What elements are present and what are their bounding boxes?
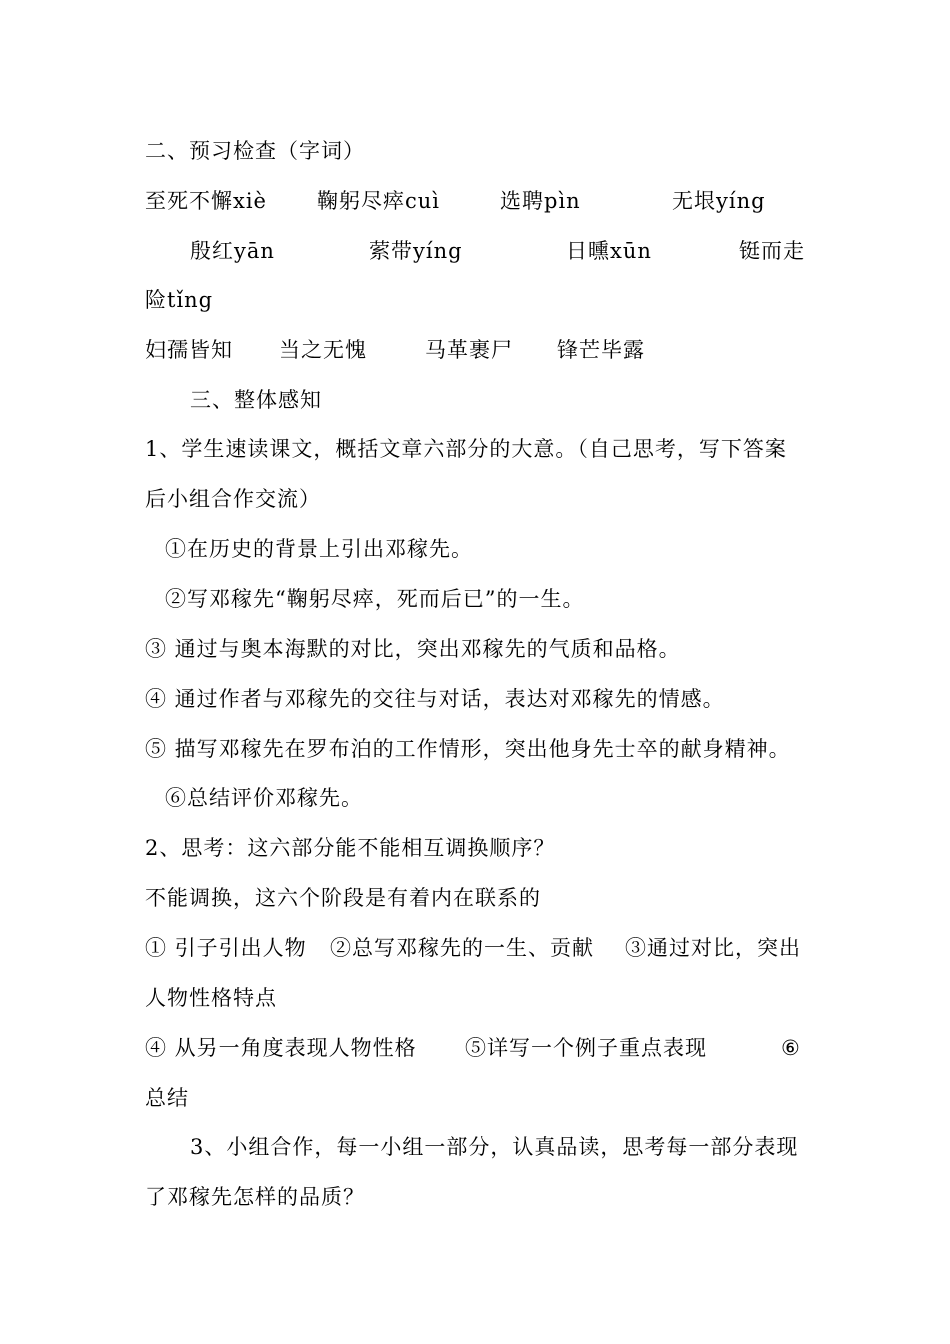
- vocab-item: 萦带yíng: [369, 239, 463, 263]
- vocab-item: 无垠yíng: [672, 189, 766, 213]
- part-summary: ②写邓稼先“鞠躬尽瘁，死而后已”的一生。: [165, 587, 585, 611]
- vocab-item: 铤而走: [739, 239, 805, 263]
- idiom-item: 锋芒毕露: [557, 338, 645, 362]
- part-summary: ⑥总结评价邓稼先。: [165, 786, 363, 810]
- order-item: ⑤详写一个例子重点表现: [465, 1036, 707, 1060]
- order-row-1: [145, 933, 810, 963]
- part-summary: ③ 通过与奥本海默的对比，突出邓稼先的气质和品格。: [145, 637, 681, 661]
- section-heading-preview: 二、预习检查（字词）: [145, 139, 365, 163]
- order-item: ④ 从另一角度表现人物性格: [145, 1036, 417, 1060]
- idiom-item: 马革裹尸: [425, 338, 513, 362]
- question-2-answer: 不能调换，这六个阶段是有着内在联系的: [145, 886, 541, 910]
- vocab-row-2: [145, 236, 810, 266]
- order-row-2-continued: 总结: [145, 1086, 189, 1110]
- question-1-line-1: 1、学生速读课文，概括文章六部分的大意。（自己思考，写下答案: [145, 437, 787, 461]
- question-3-line-2: 了邓稼先怎样的品质？: [145, 1185, 365, 1209]
- section-heading-overview: 三、整体感知: [190, 388, 322, 412]
- order-row-1-continued: 人物性格特点: [145, 986, 277, 1010]
- vocab-item: 选聘pìn: [500, 189, 581, 213]
- vocab-item: 日曛xūn: [566, 239, 652, 263]
- part-summary: ④ 通过作者与邓稼先的交往与对话，表达对邓稼先的情感。: [145, 687, 725, 711]
- vocab-item: 至死不懈xiè: [145, 189, 267, 213]
- vocab-row-3: [145, 335, 745, 365]
- part-summary: ①在历史的背景上引出邓稼先。: [165, 537, 473, 561]
- part-summary: ⑤ 描写邓稼先在罗布泊的工作情形，突出他身先士卒的献身精神。: [145, 737, 791, 761]
- vocab-row-1: [145, 186, 845, 216]
- idiom-item: 当之无愧: [279, 338, 367, 362]
- question-2: 2、思考：这六部分能不能相互调换顺序？: [145, 836, 556, 860]
- vocab-row-2-continued: 险tǐng: [145, 288, 214, 312]
- vocab-item: 殷红yān: [190, 239, 275, 263]
- order-item: ③通过对比，突出: [625, 936, 801, 960]
- order-item: ②总写邓稼先的一生、贡献: [330, 936, 594, 960]
- order-row-2: [145, 1033, 810, 1063]
- order-item: ⑥: [781, 1036, 801, 1060]
- idiom-item: 妇孺皆知: [145, 338, 233, 362]
- question-1-line-2: 后小组合作交流）: [145, 487, 321, 511]
- order-item: ① 引子引出人物: [145, 936, 307, 960]
- vocab-item: 鞠躬尽瘁cuì: [317, 189, 441, 213]
- question-3-line-1: 3、小组合作，每一小组一部分，认真品读，思考每一部分表现: [190, 1135, 799, 1159]
